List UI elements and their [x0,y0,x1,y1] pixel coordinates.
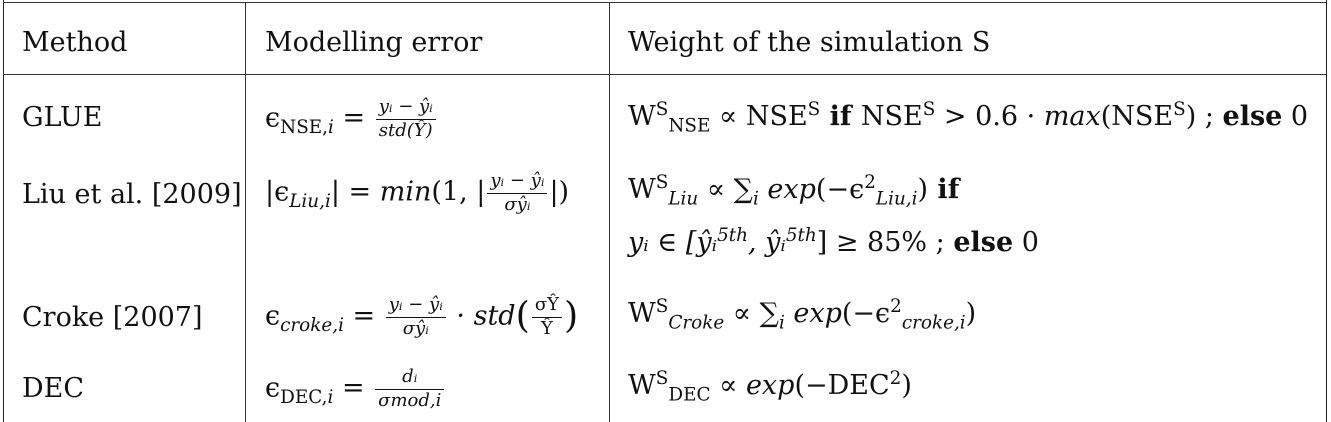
liu-weight-prop: ∝ ∑ [698,174,753,205]
glue-weight-prop-sup: S [807,99,821,120]
header-method: Method [22,27,128,58]
liu-weight-if: if [928,174,960,205]
liu-weight-arg-close: ) [917,174,929,205]
croke-weight-sum-sub: i [778,312,785,334]
row-glue-method: GLUE [22,102,103,133]
croke-error-fraction [386,294,446,340]
liu-weight-exp: exp [758,174,816,205]
glue-weight-cond: NSE [860,101,923,132]
croke-error-rparen: ) [563,293,579,337]
liu-error-numerator: yᵢ − ŷᵢ [487,170,547,194]
row-croke-weight [628,296,977,334]
dec-error-sub: DEC, [280,386,328,408]
croke-error-eps: ϵ [265,300,281,332]
liu-error-sub: Liu,i [289,190,331,212]
croke-weight-exp: exp [784,298,842,329]
dec-error-eps: ϵ [265,372,281,404]
dec-weight-sub: DEC [668,384,711,406]
glue-error-sub-i: i [328,116,334,138]
croke-weight-sub: Croke [668,312,725,334]
dec-weight-arg: (−DEC [794,370,890,401]
glue-weight-cond-rest: > 0.6 · [935,101,1044,132]
glue-weight-max-sup: S [1173,99,1186,120]
liu-error-fraction [487,170,547,216]
column-separator-2 [609,2,610,422]
column-separator-1 [245,2,246,422]
row-glue-weight [628,99,1309,137]
glue-weight-sub: NSE [668,115,711,137]
glue-weight-cond-sup: S [922,99,936,120]
liu-weight-sup: S [655,172,669,193]
croke-weight-arg-sub: croke,i [901,312,966,334]
glue-weight-max-arg: (NSE [1100,101,1174,132]
glue-weight-if: if [820,101,861,132]
croke-error-mid: · std [447,300,516,332]
liu-weight-line2-sup2: 5th [785,225,817,246]
liu-weight-line2-sup1: 5th [717,225,748,246]
croke-error-numerator: yᵢ − ŷᵢ [386,294,446,318]
croke-weight-prop: ∝ ∑ [724,298,779,329]
dec-weight-arg-sup: 2 [889,368,902,389]
liu-weight-arg: (−ϵ [815,174,865,205]
croke-error-sub: croke,i [280,314,344,336]
glue-error-denominator: std(Ŷ) [378,119,433,141]
dec-weight-arg-close: ) [901,370,912,401]
glue-error-eq: = [333,102,374,134]
croke-error-denominator: σŷᵢ [402,317,429,339]
glue-weight-prop: ∝ NSE [710,101,808,132]
glue-error-sub: NSE, [280,116,329,138]
liu-error-paren: (1, | [431,176,486,208]
header-modelling-error: Modelling error [265,27,483,58]
liu-weight-w: W [628,174,656,205]
liu-weight-sub: Liu [668,188,699,210]
glue-weight-w: W [628,101,656,132]
liu-error-min: min [379,176,432,208]
liu-weight-arg-sup: 2 [864,172,876,193]
dec-error-numerator: dᵢ [375,366,444,390]
croke-weight-w: W [628,298,656,329]
row-liu-weight-line2 [628,225,1039,258]
liu-error-denominator: σŷᵢ [504,193,531,215]
row-liu-error [265,170,569,216]
dec-weight-exp: exp [745,370,795,401]
top-rule [3,2,1327,3]
dec-error-sub-i: i [327,386,334,408]
glue-weight-sup: S [655,99,669,120]
header-rule [3,74,1327,75]
liu-weight-else: else [953,227,1014,258]
dec-error-eq: = [333,372,374,404]
croke-error-lparen: ( [515,293,530,337]
header-weight: Weight of the simulation S [628,27,991,58]
row-dec-error [265,366,446,412]
glue-weight-else: else [1222,101,1283,132]
dec-weight-w: W [628,370,656,401]
glue-weight-max-close: ) ; [1185,101,1223,132]
liu-weight-sum-sub: i [752,188,759,210]
liu-error-open: |ϵ [265,176,290,208]
glue-error-fraction [376,96,436,142]
liu-error-close: | = [330,176,380,208]
dec-error-fraction [375,366,444,412]
row-croke-method: Croke [2007] [22,302,203,333]
croke-weight-sup: S [655,296,669,317]
glue-weight-zero: 0 [1282,101,1309,132]
croke-error-eq: = [343,300,384,332]
row-liu-method: Liu et al. [2009] [22,179,242,210]
row-croke-error [265,294,578,340]
croke-error-numerator2: σŶ [532,294,562,318]
liu-weight-line2-c: ] ≥ 85% ; [816,227,954,258]
glue-error-eps: ϵ [265,102,281,134]
dec-weight-sup: S [655,368,669,389]
dec-weight-prop: ∝ [710,370,746,401]
liu-weight-arg-sub: Liu,i [875,188,918,210]
liu-weight-line2-a: yᵢ ∈ [ŷᵢ [628,227,718,258]
liu-weight-line2-b: , ŷᵢ [747,227,786,258]
row-liu-weight [628,172,960,210]
table-frame [3,0,1327,422]
liu-error-end: |) [549,176,570,208]
liu-weight-zero: 0 [1013,227,1039,258]
glue-error-numerator: yᵢ − ŷᵢ [376,96,436,120]
croke-weight-arg-close: ) [965,298,977,329]
row-glue-error [265,96,438,142]
croke-error-fraction2 [532,294,562,340]
row-dec-weight [628,368,912,406]
dec-error-denominator: σmod,i [378,389,442,411]
glue-weight-max: max [1043,101,1101,132]
row-dec-method: DEC [22,373,85,404]
croke-weight-arg-sup: 2 [890,296,902,317]
croke-error-denominator2: Ŷ [540,317,553,339]
croke-weight-arg: (−ϵ [841,298,891,329]
